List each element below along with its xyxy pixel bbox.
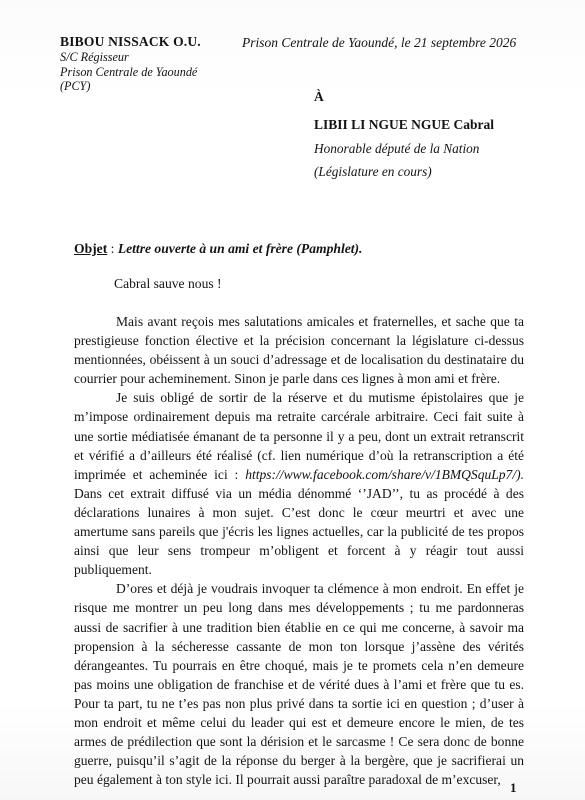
body-paragraph-2 [74,388,524,579]
place-date: Prison Centrale de Yaoundé, le 21 septembre 2026 [242,35,517,50]
sender-institution: Prison Centrale de Yaoundé [60,64,198,79]
recipient-to: À [314,89,324,104]
sender-block [60,34,240,94]
page-number: 1 [510,780,517,795]
paragraph-2-text-after: Dans cet extrait diffusé via un média dénommé ‘’JAD’’, tu as procédé à des déclarations lunaires à mon sujet. C’est donc le cœur meurtri et avec une amertume sans pareils que j'écris les lignes actuelles, car la publicité de tes propos ainsi que leur sens trompeur m’obligent et forcent à y réagir tout aussi publiquement. [74,485,524,578]
salutation: Cabral sauve nous ! [114,276,222,291]
sender-institution-abbr: (PCY) [60,79,91,93]
body-paragraph-3: D’ores et déjà je voudrais invoquer ta clémence à mon endroit. En effet je risque me montrer un peu long dans mes développements ; tu me pardonneras aussi de sacrifier à une tradition bien établie en ce qui me concerne, à savoir ma propension à la sécheresse cassante de mon ton lorsque j’assène des vérités dérangeantes. Tu pourrais en être choqué, mais je te promets cela n’en demeure pas moins une obligation de franchise et de vérité dues à l’ami et frère que tu es. Pour ta part, tu ne t’es pas non plus privé dans ta sortie ici en question ; d’user à mon endroit et même celui du leader qui est et demeure encore le mien, de tes armes de prédilection que sont la dérision et le sarcasme ! Ce sera donc de bonne guerre, puisqu’il s’agit de la réponse du berger à la bergère, que je sacrifierai un peu également à ton style ici. Il pourrait aussi paraître paradoxal de m’excuser, [74,581,524,788]
recipient-block [314,88,574,180]
letter-body [74,312,524,789]
subject-separator: : [107,241,118,256]
paragraph-2-text-before: Je suis obligé de sortir de la réserve et du mutisme épistolaires que je m’impose ordinairement depuis ma retraite carcérale arbitraire. Ceci fait suite à une sortie médiatisée émanant de ta personne il y a peu, dont un extrait retranscrit et vérifié a d’ailleurs été réalisé (cf. lien numérique d’où la retranscription a été imprimée et acheminée ici : [74,390,524,482]
body-paragraph-1: Mais avant reçois mes salutations amicales et fraternelles, et sache que ta prestigieuse fonction élective et la précision concernant la législature ci-dessus mentionnées, obéissent à un souci d’adressage et de localisation du destinataire du courrier pour acheminement. Sinon je parle dans ces lignes à mon ami et frère. [74,314,524,387]
subject-label: Objet [74,241,108,256]
subject-text: Lettre ouverte à un ami et frère (Pamphlet). [117,241,363,256]
sender-name: BIBOU NISSACK O.U. [60,34,201,49]
facebook-link[interactable]: https://www.facebook.com/share/v/1BMQSquLp7/). [245,466,524,482]
subject-line [74,241,362,257]
recipient-title: Honorable député de la Nation [314,141,480,156]
recipient-name: LIBII LI NGUE NGUE Cabral [314,117,495,132]
sender-role: S/C Régisseur [60,50,129,64]
recipient-legislature: (Législature en cours) [314,164,432,179]
